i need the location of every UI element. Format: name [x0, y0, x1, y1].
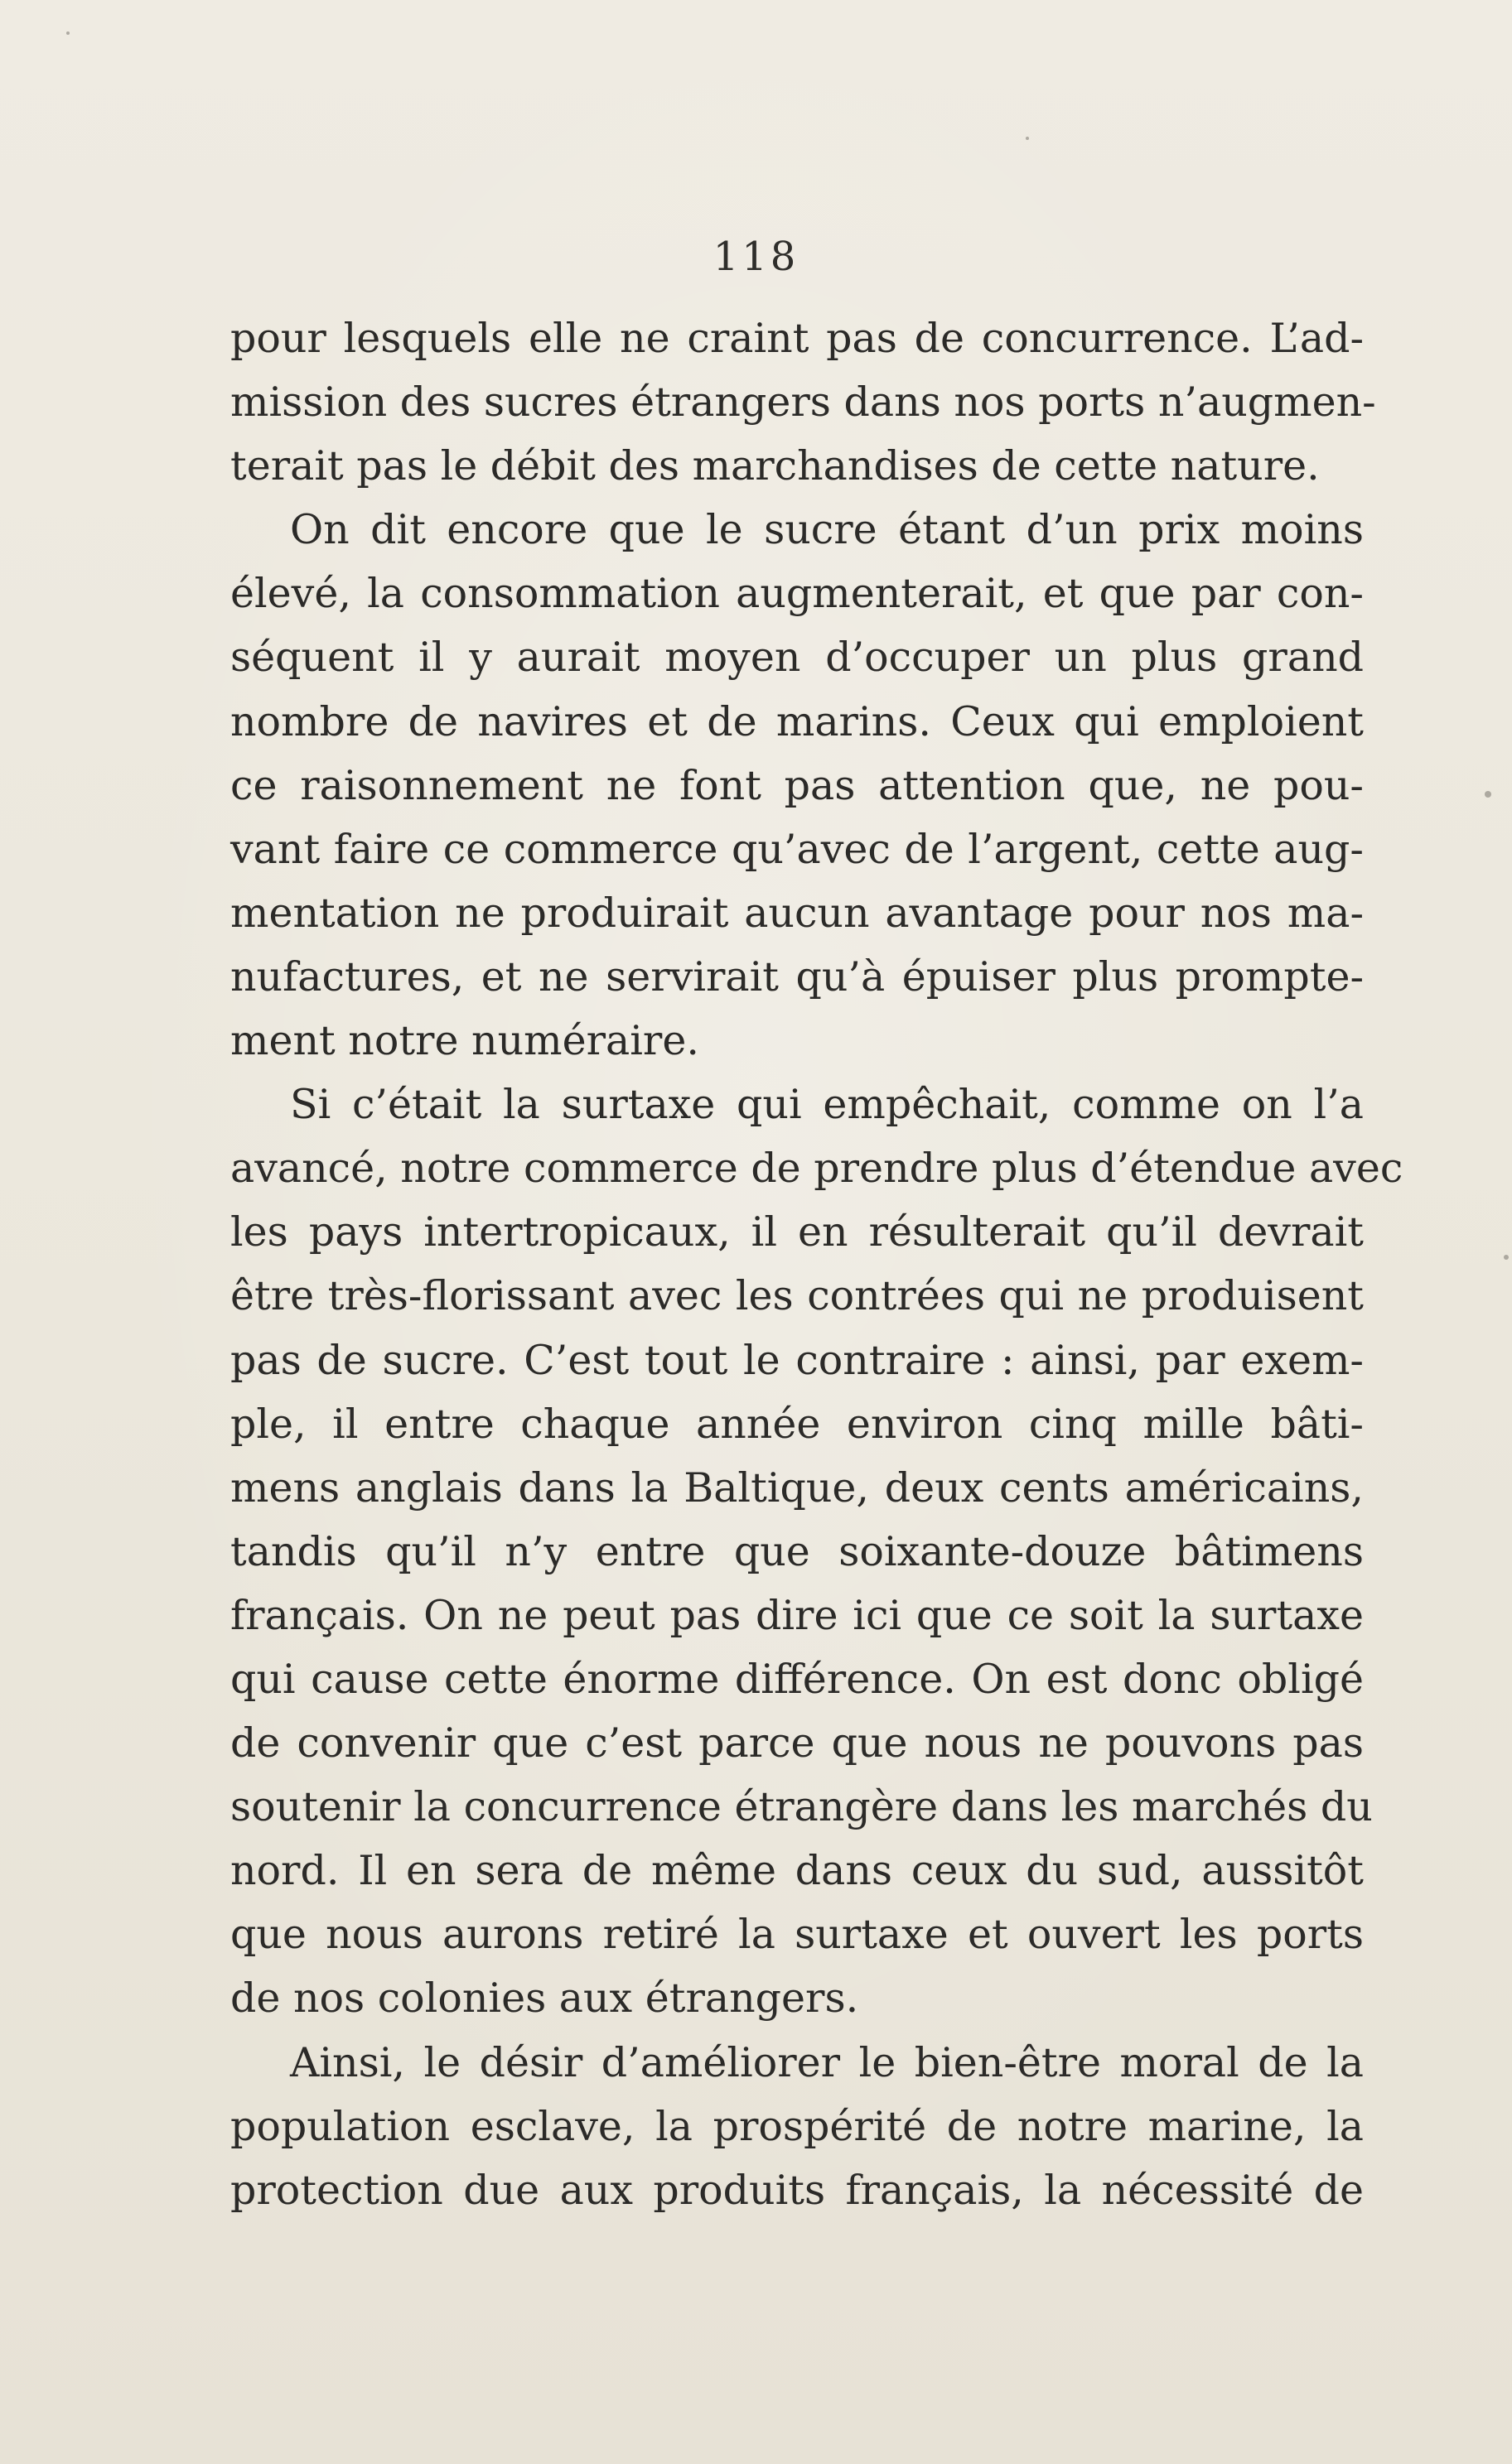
text-line: ment notre numéraire. [230, 1017, 699, 1065]
text-line: ple, il entre chaque année environ cinq mille bâti- [230, 1400, 1364, 1448]
text-line: population esclave, la prospérité de notre marine, la [230, 2102, 1364, 2150]
text-line: français. On ne peut pas dire ici que ce soit la surtaxe [230, 1591, 1364, 1639]
text-line: élevé, la consommation augmenterait, et que par con- [230, 570, 1364, 618]
text-line: On dit encore que le sucre étant d’un prix moins [290, 506, 1364, 554]
text-line: être très-florissant avec les contrées qui ne produisent [230, 1272, 1364, 1320]
text-line: ce raisonnement ne font pas attention que, ne pou- [230, 761, 1364, 809]
text-line: mentation ne produirait aucun avantage pour nos ma- [230, 889, 1364, 937]
text-line: pour lesquels elle ne craint pas de concurrence. L’ad- [230, 315, 1364, 362]
text-line: de convenir que c’est parce que nous ne pouvons pas [230, 1719, 1364, 1767]
text-line: nord. Il en sera de même dans ceux du sud, aussitôt [230, 1847, 1364, 1895]
text-line: pas de sucre. C’est tout le contraire : ainsi, par exem- [230, 1336, 1364, 1384]
paper-speck [1504, 1255, 1509, 1260]
text-line: séquent il y aurait moyen d’occuper un plus grand [230, 634, 1364, 682]
paragraph-2 [230, 498, 1364, 1073]
text-line: soutenir la concurrence étrangère dans les marchés du [230, 1783, 1373, 1831]
text-line: Ainsi, le désir d’améliorer le bien-être moral de la [290, 2038, 1364, 2086]
text-line: les pays intertropicaux, il en résulterait qu’il devrait [230, 1208, 1364, 1256]
paper-speck [66, 31, 70, 35]
paper-speck [1485, 791, 1491, 798]
text-line: nombre de navires et de marins. Ceux qui emploient [230, 697, 1364, 745]
text-line: vant faire ce commerce qu’avec de l’argent, cette aug- [230, 825, 1364, 873]
paragraph-1 [230, 306, 1376, 498]
page-number: 118 [713, 234, 799, 280]
text-line: que nous aurons retiré la surtaxe et ouvert les ports [230, 1911, 1364, 1959]
text-line: nufactures, et ne servirait qu’à épuiser plus prompte- [230, 952, 1364, 1001]
text-line: de nos colonies aux étrangers. [230, 1975, 859, 2023]
text-line: Si c’était la surtaxe qui empêchait, comme on l’a [290, 1081, 1364, 1129]
body-text [230, 306, 1403, 2222]
text-line: protection due aux produits français, la nécessité de [230, 2166, 1364, 2214]
paper-speck [1026, 137, 1029, 140]
text-line: terait pas le débit des marchandises de cette nature. [230, 442, 1320, 490]
text-line: mission des sucres étrangers dans nos ports n’augmen- [230, 379, 1376, 427]
text-line: qui cause cette énorme différence. On est donc obligé [230, 1655, 1364, 1703]
text-line: mens anglais dans la Baltique, deux cents américains, [230, 1463, 1364, 1512]
paragraph-4 [230, 2031, 1364, 2222]
paragraph-3 [230, 1073, 1403, 2030]
text-line: tandis qu’il n’y entre que soixante-douze bâtimens [230, 1527, 1364, 1575]
text-line: avancé, notre commerce de prendre plus d’étendue avec [230, 1145, 1403, 1193]
